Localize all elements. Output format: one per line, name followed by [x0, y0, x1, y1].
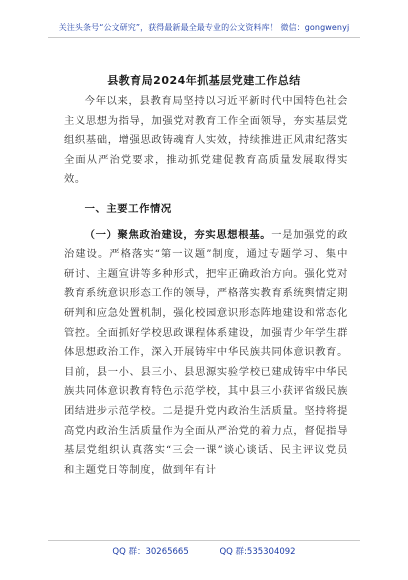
footer	[0, 545, 408, 557]
header-banner: 关注头条号“公文研究”，获得最新最全最专业的公文资料库！ 微信：gongwenyj	[58, 23, 350, 32]
header-divider	[48, 37, 360, 38]
document-body	[64, 92, 348, 480]
section-heading: 一、主要工作情况	[84, 202, 172, 215]
footer-qq-group-2: QQ 群:535304092	[219, 547, 296, 557]
subsection-body: 一是加强党的政治建设。严格落实“第一议题”制度，通过专题学习、集中研讨、主题宣讲等多种形式，把牢正确政治方向。强化党对教育系统意识形态工作的领导，严格落实教育系统舆情定期研判和应急处置机制，强化校园意识形态阵地建设和常态化管控。全面抓好学校思政课程体系建设，加强青少年学生群体思想政治工作，深入开展铸牢中华民族共同体意识教育。目前，县一小、县三小、县思源实验学校已建成铸牢中华民族共同体意识教育特色示范学校，其中县三小获评省级民族团结进步示范学校。二是提升党内政治生活质量。坚持将提高党内政治生活质量作为全面从严治党的着力点，督促指导基层党组织认真落实“三会一课”谈心谈话、民主评议党员和主题党日等制度，做到年有计	[64, 228, 349, 476]
document-title: 县教育局2024年抓基层党建工作总结	[107, 74, 301, 87]
intro-paragraph: 今年以来，县教育局坚持以习近平新时代中国特色社会主义思想为指导，加强党对教育工作全面领导，夯实基层党组织基础，增强思政铸魂育人实效，持续推进正风肃纪落实全面从严治党要求，推动抓党建促教育高质量发展取得实效。	[64, 95, 348, 186]
footer-qq-group-1: QQ 群：30265665	[112, 547, 189, 557]
subsection-paragraph	[64, 226, 348, 481]
footer-divider	[48, 540, 360, 541]
subsection-lead: （一）聚焦政治建设，夯实思想根基。	[84, 228, 272, 241]
